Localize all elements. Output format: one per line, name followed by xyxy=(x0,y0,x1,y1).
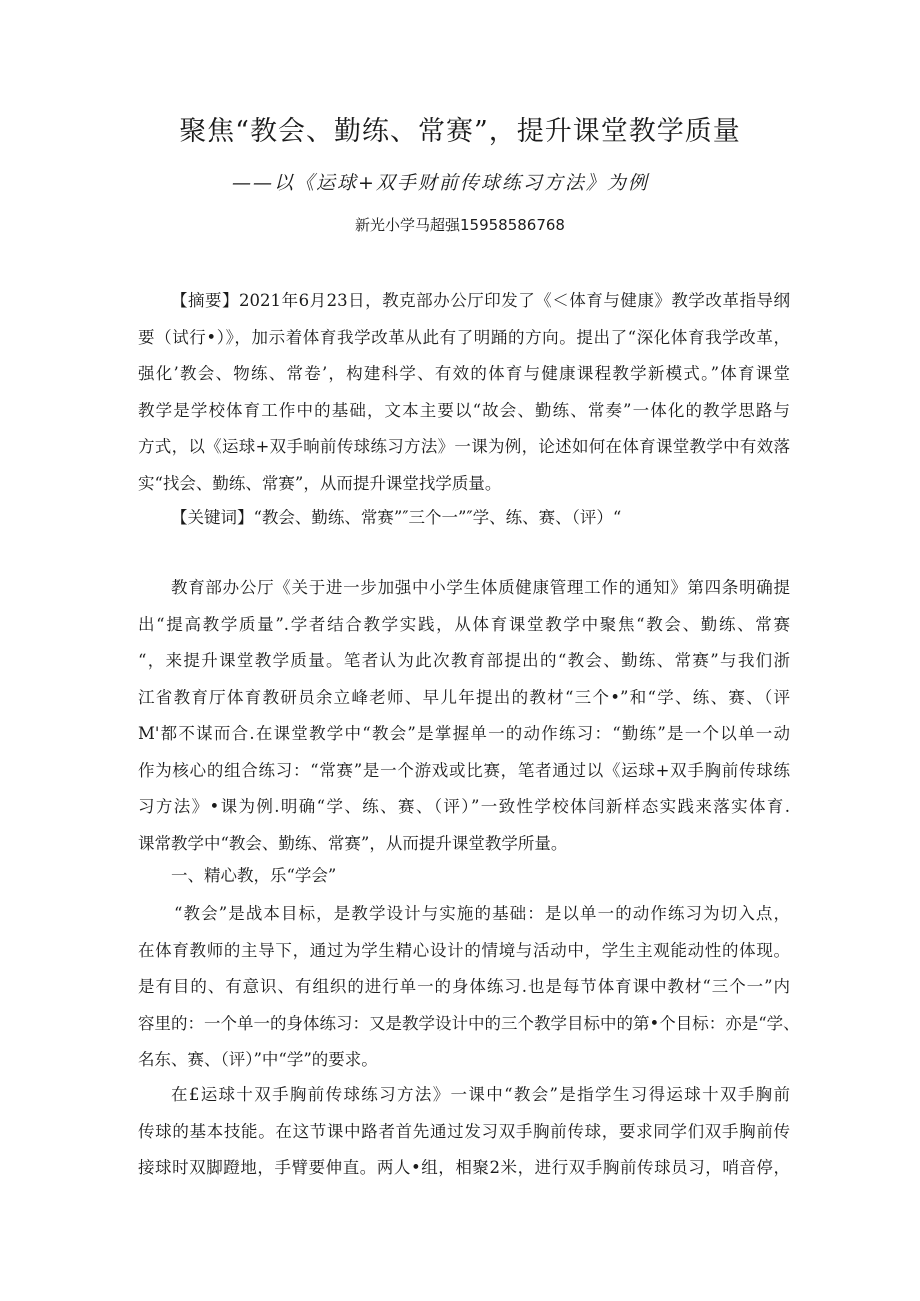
keywords-paragraph xyxy=(138,500,790,537)
abstract-line: 【摘要】2021年6月23日，教克部办公厅印发了《＜体育与健康》教学改革指导纲 xyxy=(171,291,790,310)
body-line: 传球的基本技能。在这节课中路者首先通过发习双手胸前传球，要求同学们双手胸前传 xyxy=(138,1121,790,1141)
abstract-line: 方式，以《运球+双手晌前传球练习方法》一课为例，论述如何在体育课堂教学中有效落 xyxy=(138,437,790,456)
intro-line: “，来提升课堂教学质量。笔者认为此次教育部提出的“教会、勤练、常赛”与我们浙 xyxy=(138,651,790,670)
abstract-line: 教学是学校体育工作中的基础，文本主要以“故会、勤练、常奏”一体化的教学思路与 xyxy=(138,400,790,420)
intro-line: M'都不谋而合.在课堂教学中“教会”是掌握单一的动作练习：“勤练”是一个以单一动 xyxy=(138,724,790,743)
body-line: 在£运球十双手胸前传球练习方法》一课中“教会”是指学生习得运球十双手胸前 xyxy=(171,1085,790,1104)
keywords-line: 【关键词】“教会、勤练、常赛”″三个一”″学、练、赛、（评）“ xyxy=(171,508,622,527)
author-line: 新光小学马超强15958586768 xyxy=(355,216,565,234)
intro-line: 教育部办公厅《关于进一步加强中小学生体质健康管理工作的通知》第四条明确提 xyxy=(171,578,790,597)
section-heading-text: 一、精心教，乐“学会” xyxy=(171,866,337,885)
section1-paragraph-2 xyxy=(138,1077,790,1187)
intro-line: 作为核心的组合练习：“常赛”是一个游戏或比赛，笔者通过以《运球+双手胸前传球练 xyxy=(138,760,790,780)
body-line: 接球时双脚蹬地，手臂要伸直。两人•组，相聚2米，进行双手胸前传球员习，哨音停， xyxy=(138,1158,790,1177)
abstract-line: 要（试行•）》，加示着体育我学改革从此有了明踊的方向。提出了“深化体育我学改革， xyxy=(138,327,790,347)
intro-line: 江省教育厅体育教研员余立峰老师、早儿年提出的教材“三个•”和“学、练、赛、（评 xyxy=(138,687,790,707)
abstract-line: 实“找会、勤练、常赛”，从而提升课堂找学质量。 xyxy=(138,473,502,493)
intro-paragraph xyxy=(138,570,790,862)
section1-paragraph-1 xyxy=(138,896,800,1079)
body-line: 是有目的、有意识、有组织的进行单一的身体练习.也是每节体育课中教材“三个一”内 xyxy=(138,977,790,996)
intro-line: 出“提高教学质量”.学者结合教学实践，从体育课堂教学中聚焦“教会、勤练、常赛 xyxy=(138,614,790,634)
section-heading xyxy=(138,858,790,895)
intro-line: 习方法》•课为例.明确“学、练、赛、（评）”一致性学校体闫新样态实践来落实体育. xyxy=(138,797,790,816)
document-subtitle: ——以《运球+双手财前传球练习方法》为例 xyxy=(232,172,649,194)
intro-line: 课常教学中“教会、勤练、常赛”，从而提升课堂教学所量。 xyxy=(138,833,568,853)
body-line: 名东、赛、（评）”中“学”的要求。 xyxy=(138,1050,378,1069)
document-title: 聚焦“教会、勤练、常赛”，提升课堂教学质量 xyxy=(179,116,741,147)
abstract-paragraph xyxy=(138,283,790,502)
abstract-line: 强化’教会、物练、常卷’，构建科学、有效的体育与健康课程教学新模式。”体育课堂 xyxy=(138,364,790,383)
body-line: 在体育教师的主导下，通过为学生精心设计的情境与活动中，学生主观能动性的体现。 xyxy=(138,940,790,960)
body-line: “教会”是战本目标，是教学设计与实施的基础：是以单一的动作练习为切入点， xyxy=(174,904,790,923)
body-line: 容里的：一个单一的身体练习：又是教学设计中的三个教学目标中的第•个目标：亦是“学、 xyxy=(138,1013,800,1033)
